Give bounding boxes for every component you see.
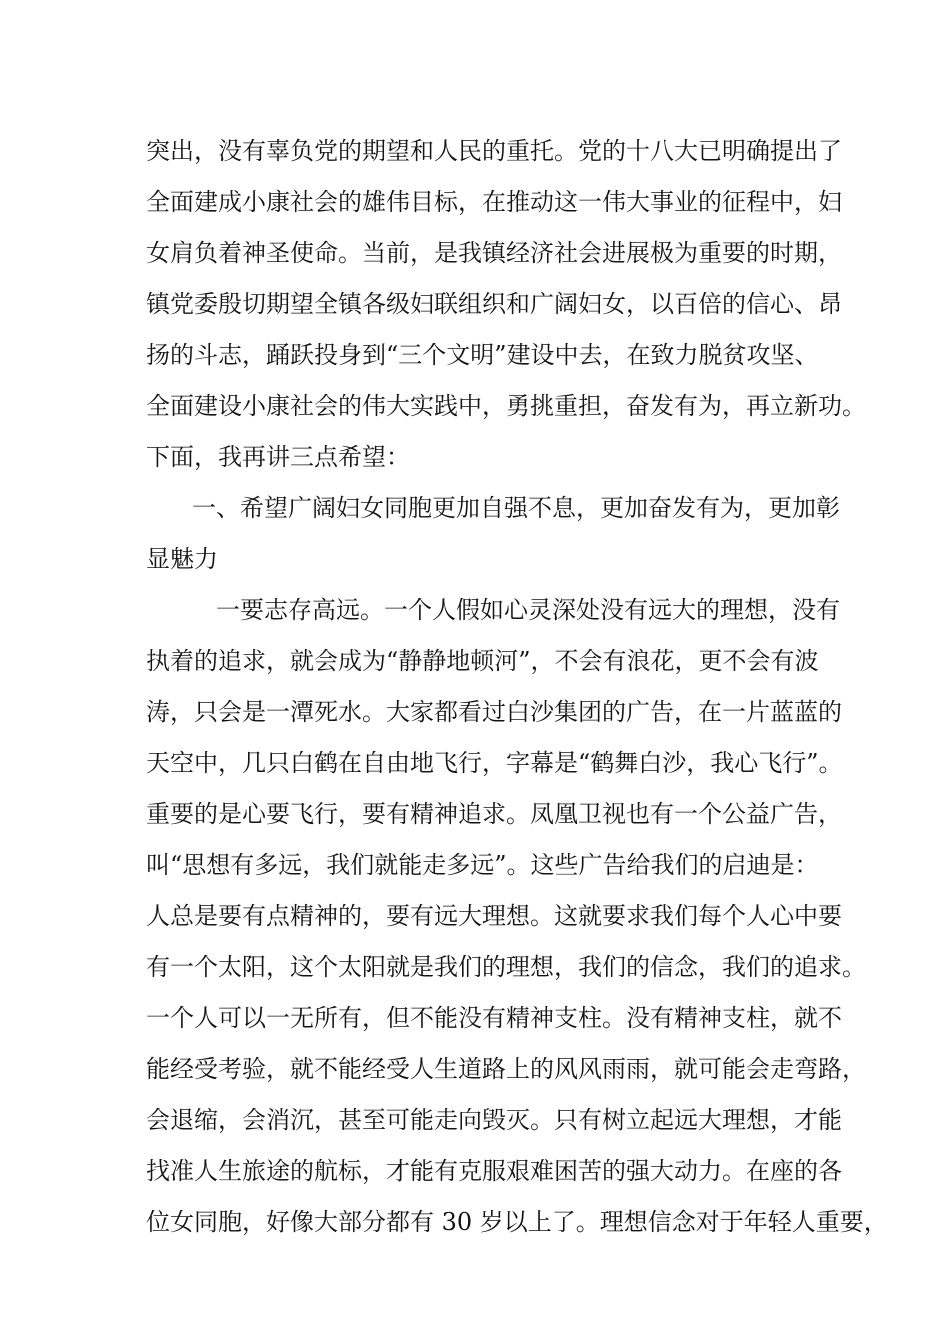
text-line: 人总是要有点精神的，要有远大理想。这就要求我们每个人心中要 xyxy=(146,902,842,930)
text-line: 全面建成小康社会的雄伟目标，在推动这一伟大事业的征程中，妇 xyxy=(146,188,842,216)
text-line: 天空中，几只白鹤在自由地飞行，字幕是“鹤舞白沙，我心飞行”。 xyxy=(146,749,843,777)
text-line: 能经受考验，就不能经受人生道路上的风风雨雨，就可能会走弯路， xyxy=(146,1055,866,1083)
text-line: 会退缩，会消沉，甚至可能走向毁灭。只有树立起远大理想，才能 xyxy=(146,1106,842,1134)
section-heading-continued: 显魅力 xyxy=(146,545,218,573)
text-line: 涛，只会是一潭死水。大家都看过白沙集团的广告，在一片蓝蓝的 xyxy=(146,698,842,726)
text-line: 扬的斗志，踊跃投身到“三个文明”建设中去，在致力脱贫攻坚、 xyxy=(146,341,819,369)
text-line: 位女同胞，好像大部分都有 30 岁以上了。理想信念对于年轻人重要， xyxy=(146,1208,888,1236)
text-line: 重要的是心要飞行，要有精神追求。凤凰卫视也有一个公益广告， xyxy=(146,800,842,828)
text-line: 叫“思想有多远，我们就能走多远”。这些广告给我们的启迪是： xyxy=(146,851,819,879)
text-line: 镇党委殷切期望全镇各级妇联组织和广阔妇女，以百倍的信心、昂 xyxy=(146,290,842,318)
text-line: 全面建设小康社会的伟大实践中，勇挑重担，奋发有为，再立新功。 xyxy=(146,392,866,420)
text-line: 执着的追求，就会成为“静静地顿河”，不会有浪花，更不会有波 xyxy=(146,647,819,675)
section-heading: 一、希望广阔妇女同胞更加自强不息，更加奋发有为，更加彰 xyxy=(192,494,840,522)
paragraph-start: 一要志存高远。一个人假如心灵深处没有远大的理想，没有 xyxy=(216,596,840,624)
body-text xyxy=(146,126,888,1248)
text-line: 突出，没有辜负党的期望和人民的重托。党的十八大已明确提出了 xyxy=(146,137,842,165)
text-line: 找准人生旅途的航标，才能有克服艰难困苦的强大动力。在座的各 xyxy=(146,1157,842,1185)
text-line: 有一个太阳，这个太阳就是我们的理想，我们的信念，我们的追求。 xyxy=(146,953,866,981)
text-line: 女肩负着神圣使命。当前，是我镇经济社会进展极为重要的时期， xyxy=(146,239,842,267)
text-line: 一个人可以一无所有，但不能没有精神支柱。没有精神支柱，就不 xyxy=(146,1004,842,1032)
text-line: 下面，我再讲三点希望： xyxy=(146,443,410,471)
